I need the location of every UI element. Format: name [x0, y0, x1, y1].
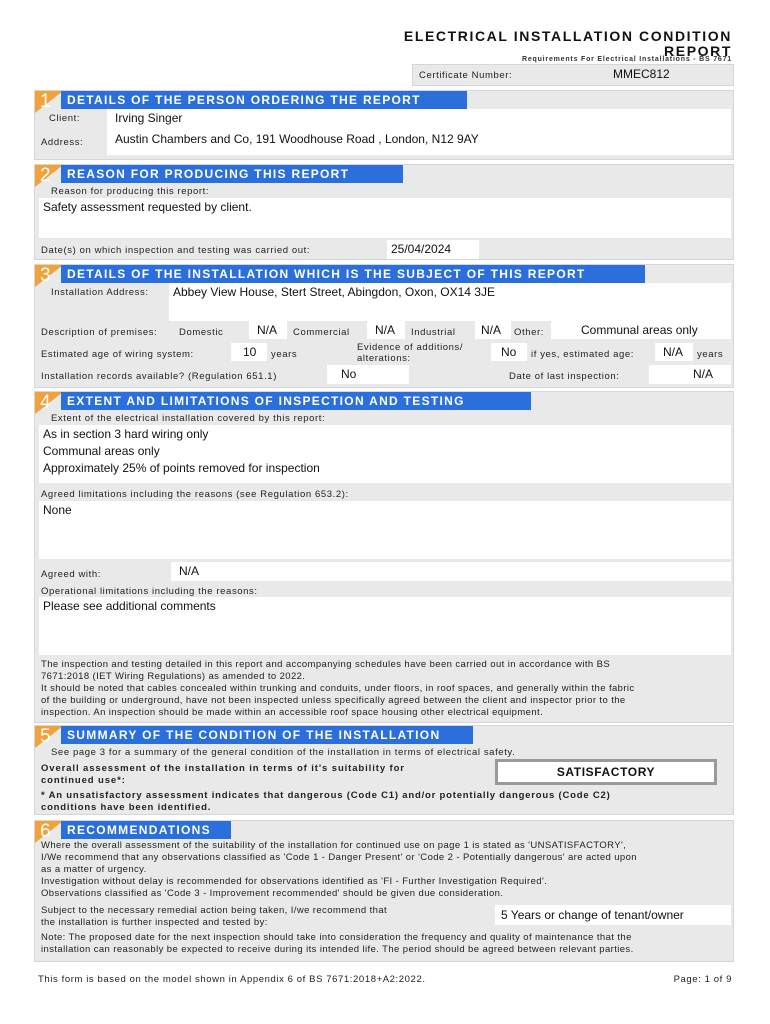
client-value: Irving Singer	[115, 111, 183, 125]
operational-limitations-value: Please see additional comments	[43, 599, 216, 613]
operational-limitations-field[interactable]	[39, 597, 731, 655]
commercial-field[interactable]	[367, 321, 405, 339]
if-yes-age-field[interactable]	[655, 343, 693, 361]
certificate-number-value: MMEC812	[613, 67, 670, 81]
industrial-value: N/A	[481, 323, 502, 337]
recommendations-line: Investigation without delay is recommended for observations identified as 'FI - Further Investigation Required'.	[41, 876, 548, 887]
recommendations-line: Where the overall assessment of the suitability of the installation for continued use on page 1 is stated as 'UNSATISFACTORY',	[41, 840, 627, 851]
last-inspection-label: Date of last inspection:	[509, 371, 620, 382]
section-4-title: EXTENT AND LIMITATIONS OF INSPECTION AND TESTING	[67, 394, 465, 408]
recommendations-line: as a matter of urgency.	[41, 864, 147, 875]
inspection-note-line: of the building or underground, have not been inspected unless specifically agreed between the client and inspector prior to the	[41, 695, 626, 706]
agreed-limitations-field[interactable]	[39, 501, 731, 559]
last-inspection-field[interactable]	[649, 365, 731, 384]
unsatisfactory-note-line-1: * An unsatisfactory assessment indicates that dangerous (Code C1) and/or potentially dangerous (Code C2)	[41, 790, 611, 801]
unsatisfactory-note	[41, 790, 731, 814]
installation-address-field[interactable]	[169, 283, 731, 321]
evidence-field[interactable]	[491, 343, 527, 361]
section-5-panel	[34, 725, 734, 815]
next-inspection-note-line-1: Note: The proposed date for the next inspection should take into consideration the frequency and quality of maintenance that the	[41, 932, 632, 943]
unsatisfactory-note-line-2: conditions have been identified.	[41, 802, 212, 813]
section-6-title: RECOMMENDATIONS	[67, 823, 211, 837]
wiring-age-label: Estimated age of wiring system:	[41, 349, 194, 360]
section-6-number: 6	[40, 821, 51, 842]
agreed-with-value: N/A	[179, 564, 200, 578]
see-page-text: See page 3 for a summary of the general condition of the installation in terms of electrical safety.	[51, 747, 516, 758]
reason-field[interactable]	[39, 198, 731, 238]
next-inspection-field[interactable]	[495, 905, 731, 925]
records-field[interactable]	[327, 365, 409, 384]
domestic-label: Domestic	[179, 327, 224, 338]
overall-assessment-label-line-2: continued use*:	[41, 775, 126, 786]
overall-assessment-field[interactable]	[495, 759, 717, 785]
inspection-note-line: 7671:2018 (IET Wiring Regulations) as amended to 2022.	[41, 671, 306, 682]
operational-limitations-label: Operational limitations including the reasons:	[41, 586, 258, 597]
client-label: Client:	[49, 113, 81, 124]
next-inspection-value: 5 Years or change of tenant/owner	[501, 908, 684, 922]
next-inspection-label-line-1: Subject to the necessary remedial action being taken, I/we recommend that	[41, 905, 388, 916]
evidence-value: No	[501, 345, 517, 359]
reason-value: Safety assessment requested by client.	[43, 200, 252, 214]
if-yes-age-unit: years	[697, 349, 724, 360]
inspection-dates-label: Date(s) on which inspection and testing was carried out:	[41, 245, 311, 256]
wiring-age-field[interactable]	[231, 343, 267, 361]
section-5-number: 5	[40, 726, 51, 747]
section-1-panel	[34, 90, 734, 160]
inspection-note-line: inspection. An inspection should be made within an accessible roof space housing other electrical equipment.	[41, 707, 544, 718]
section-1-title: DETAILS OF THE PERSON ORDERING THE REPORT	[67, 93, 421, 107]
evidence-label-line-1: Evidence of additions/	[357, 342, 464, 353]
client-field[interactable]	[107, 109, 731, 129]
overall-assessment-value: SATISFACTORY	[556, 765, 656, 779]
section-3-number: 3	[40, 265, 51, 286]
report-title	[404, 29, 732, 59]
agreed-with-field[interactable]	[171, 562, 731, 581]
recommendations-line: I/We recommend that any observations classified as 'Code 1 - Danger Present' or 'Code 2 - Potentially dangerous' are acted upon	[41, 852, 637, 863]
industrial-field[interactable]	[475, 321, 511, 339]
section-4-number: 4	[40, 392, 51, 413]
records-value: No	[341, 367, 357, 381]
domestic-field[interactable]	[249, 321, 287, 339]
extent-line: Communal areas only	[43, 444, 160, 458]
agreed-with-label: Agreed with:	[41, 569, 102, 580]
next-inspection-label	[41, 905, 471, 929]
address-value: Austin Chambers and Co, 191 Woodhouse Road , London, N12 9AY	[115, 132, 479, 146]
records-label: Installation records available? (Regulation 651.1)	[41, 371, 277, 382]
commercial-value: N/A	[375, 323, 396, 337]
section-1-number: 1	[40, 91, 51, 112]
report-subtitle: Requirements For Electrical Installations - BS 7671	[521, 56, 732, 63]
section-3-panel	[34, 264, 734, 388]
wiring-age-unit: years	[271, 349, 298, 360]
reason-label: Reason for producing this report:	[51, 186, 210, 197]
certificate-number-panel	[412, 64, 734, 86]
section-6-panel	[34, 820, 734, 962]
inspection-note	[41, 659, 731, 719]
inspection-note-line: The inspection and testing detailed in this report and accompanying schedules have been carried out in accordance with BS	[41, 659, 611, 670]
installation-address-value: Abbey View House, Stert Street, Abingdon, Oxon, OX14 3JE	[173, 285, 495, 299]
section-3-title: DETAILS OF THE INSTALLATION WHICH IS THE SUBJECT OF THIS REPORT	[67, 267, 586, 281]
section-2-title: REASON FOR PRODUCING THIS REPORT	[67, 167, 350, 181]
industrial-label: Industrial	[411, 327, 456, 338]
last-inspection-value: N/A	[693, 367, 714, 381]
recommendations-text	[41, 840, 731, 900]
extent-field[interactable]	[39, 425, 731, 483]
extent-label: Extent of the electrical installation covered by this report:	[51, 413, 326, 424]
section-4-panel	[34, 391, 734, 723]
footer-form-note: This form is based on the model shown in Appendix 6 of BS 7671:2018+A2:2022.	[38, 974, 426, 985]
inspection-note-line: It should be noted that cables concealed within trunking and conduits, under floors, in roof spaces, and generally within the fabric	[41, 683, 635, 694]
domestic-value: N/A	[257, 323, 278, 337]
overall-assessment-label-line-1: Overall assessment of the installation in terms of it's suitability for	[41, 763, 405, 774]
agreed-limitations-label: Agreed limitations including the reasons (see Regulation 653.2):	[41, 489, 349, 500]
footer-page-number: Page: 1 of 9	[673, 974, 732, 985]
report-title-line-1: ELECTRICAL INSTALLATION CONDITION	[403, 28, 732, 44]
commercial-label: Commercial	[293, 327, 350, 338]
if-yes-age-value: N/A	[663, 345, 684, 359]
other-field[interactable]	[551, 321, 731, 339]
recommendations-line: Observations classified as 'Code 3 - Improvement recommended' should be given due consideration.	[41, 888, 504, 899]
section-2-panel	[34, 164, 734, 260]
inspection-dates-field[interactable]	[387, 240, 479, 259]
address-label: Address:	[41, 137, 84, 148]
evidence-label-line-2: alterations:	[357, 353, 411, 364]
section-2-number: 2	[40, 165, 51, 186]
certificate-number-label: Certificate Number:	[419, 70, 513, 81]
report-title-line-2: REPORT	[664, 43, 732, 59]
if-yes-age-label: if yes, estimated age:	[531, 349, 634, 360]
inspection-dates-value: 25/04/2024	[391, 242, 452, 256]
other-label: Other:	[514, 327, 544, 338]
extent-line: Approximately 25% of points removed for inspection	[43, 461, 320, 475]
installation-address-label: Installation Address:	[51, 287, 149, 298]
next-inspection-note-line-2: installation can reasonably be expected to receive during its intended life. The period should be agreed between relevant parties.	[41, 944, 634, 955]
address-field[interactable]	[107, 129, 731, 155]
other-value: Communal areas only	[581, 323, 698, 337]
premises-label: Description of premises:	[41, 327, 158, 338]
section-5-title: SUMMARY OF THE CONDITION OF THE INSTALLATION	[67, 728, 441, 742]
next-inspection-label-line-2: the installation is further inspected and tested by:	[41, 917, 268, 928]
next-inspection-note	[41, 932, 731, 956]
wiring-age-value: 10	[243, 345, 257, 359]
overall-assessment-label	[41, 763, 471, 787]
extent-line: As in section 3 hard wiring only	[43, 427, 209, 441]
agreed-limitations-value: None	[43, 503, 72, 517]
